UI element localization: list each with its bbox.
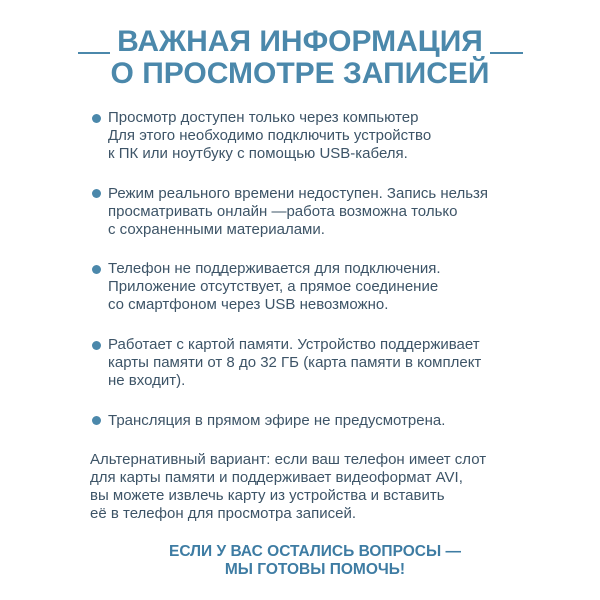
list-item-line: с сохраненными материалами. [108,220,325,238]
title-line-2: О ПРОСМОТРЕ ЗАПИСЕЙ [110,56,490,90]
footer-callout [130,543,500,580]
alternative-note-line: для карты памяти и поддерживает видеоформат AVI, [90,469,463,487]
list-item-line: Трансляция в прямом эфире не предусмотрена. [108,411,446,429]
list-item-line: Работает с картой памяти. Устройство поддерживает [108,336,480,354]
alternative-note-line: Альтернативный вариант: если ваш телефон имеет слот [90,451,487,469]
alternative-note-line: вы можете извлечь карту из устройства и вставить [90,487,445,505]
bullet-circle-icon [92,416,101,425]
list-item-line: Для этого необходимо подключить устройство [108,127,432,144]
list-item-line: со смартфоном через USB невозможно. [108,296,389,314]
bullet-circle-icon [92,341,101,350]
bullet-circle-icon [92,114,101,123]
list-item-line: Приложение отсутствует, а прямое соединение [108,278,439,296]
list-item-line: Режим реального времени недоступен. Запись нельзя [108,184,489,202]
list-item [0,412,600,430]
list-item-line: Просмотр доступен только через компьютер [108,109,419,126]
footer-line: ЕСЛИ У ВАС ОСТАЛИСЬ ВОПРОСЫ — [169,542,461,560]
alternative-note-line: её в телефон для просмотра записей. [90,505,357,523]
list-item-line: к ПК или ноутбуку с помощью USB-кабеля. [108,145,408,162]
list-item-line: карты памяти от 8 до 32 ГБ (карта памяти в комплект [108,354,482,372]
list-item [0,336,600,390]
list-item-line: не входит). [108,372,186,390]
page-title [0,26,600,90]
alternative-note [0,451,600,523]
list-item [0,109,600,163]
bullet-circle-icon [92,189,101,198]
list-item [0,185,600,239]
list-item-line: Телефон не поддерживается для подключения. [108,260,441,278]
bullet-circle-icon [92,265,101,274]
title-line-1: ВАЖНАЯ ИНФОРМАЦИЯ [117,24,483,58]
list-item-line: просматривать онлайн —работа возможна только [108,202,458,220]
info-list [0,109,600,523]
list-item [0,260,600,314]
footer-line: МЫ ГОТОВЫ ПОМОЧЬ! [224,561,406,579]
